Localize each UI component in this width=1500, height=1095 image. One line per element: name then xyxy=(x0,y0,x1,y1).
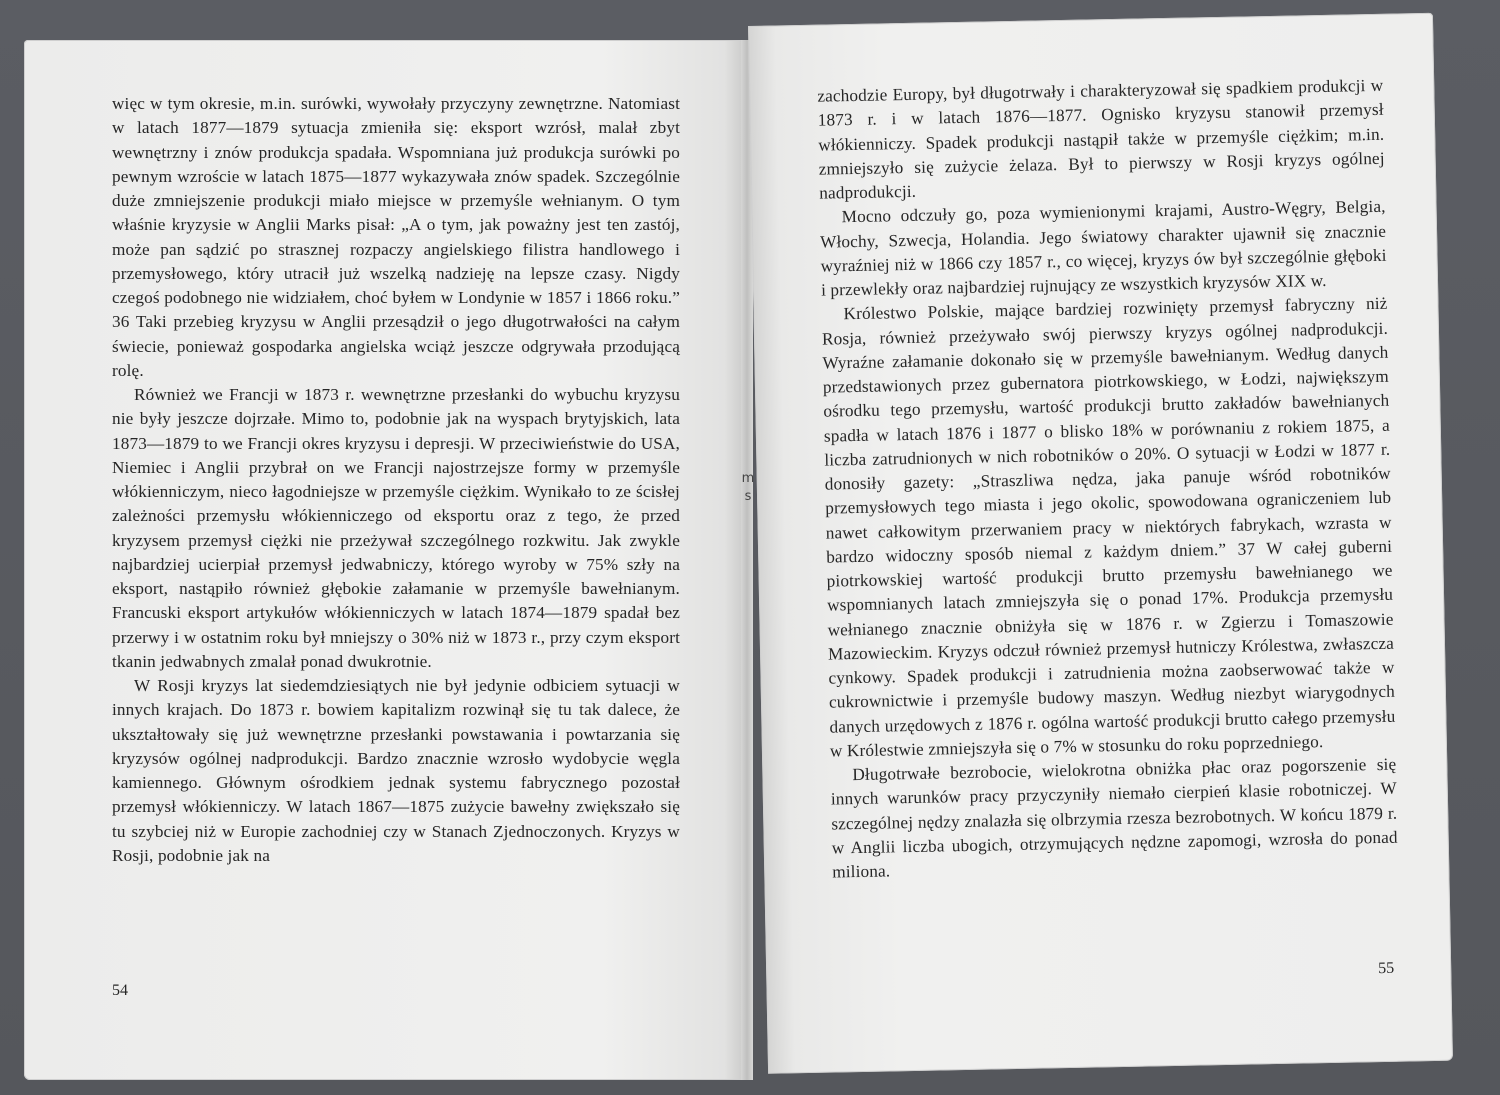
paragraph: zachodzie Europy, był długotrwały i charakteryzował się spadkiem produkcji w 1873 r. i w latach 1876—1877. Ognisko kryzysu stanowił przemysł włókienniczy. Spadek produkcji nastąpił także w przemyśle ciężkim; m.in. zmniejszyło się zużycie żelaza. Był to pierwszy w Rosji kryzys ogólnej nadprodukcji. xyxy=(817,75,1385,203)
left-page-text xyxy=(112,92,680,868)
paragraph: więc w tym okresie, m.in. surówki, wywołały przyczyny zewnętrzne. Natomiast w latach 1877—1879 sytuacja zmieniła się: eksport wzrósł, malał zbyt wewnętrzny i znów produkcja spadała. Wspomniana już produkcja surówki po pewnym wzroście w latach 1875—1877 wykazywała znów spadek. Szczególnie duże zmniejszenie produkcji miało miejsce w przemyśle wełnianym. O tym właśnie kryzysie w Anglii Marks pisał: „A o tym, jak poważny jest ten zastój, może pan sądzić po strasznej rozpaczy angielskiego filistra handlowego i przemysłowego, który utracił już wszelką nadzieję na lepsze czasy. Nigdy czegoś podobnego nie widziałem, choć byłem w Londynie w 1857 i 1866 roku.” 36 Taki przebieg kryzysu w Anglii przesądził o jego długotrwałości na całym świecie, ponieważ gospodarka angielska wciąż jeszcze odgrywała przodującą rolę. xyxy=(112,94,680,380)
paragraph: Długotrwałe bezrobocie, wielokrotna obniżka płac oraz pogorszenie się innych warunków pracy przyczyniły niemało cierpień klasie robotniczej. W szczególnej nędzy znalazła się olbrzymia rzesza bezrobotnych. W końcu 1879 r. w Anglii liczba ubogich, otrzymujących nędzne zapomogi, wzrosła do ponad miliona. xyxy=(830,754,1398,882)
paragraph: Mocno odczuły go, poza wymienionymi krajami, Austro-Węgry, Belgia, Włochy, Szwecja, Holandia. Jego światowy charakter ujawnił się znacznie wyraźniej niż w 1866 czy 1857 r., co więcej, kryzys ów był szczególnie głęboki i przewlekły oraz najbardziej rujnujący ze wszystkich kryzysów XIX w. xyxy=(819,197,1387,300)
left-page xyxy=(24,40,746,1080)
paragraph: W Rosji kryzys lat siedemdziesiątych nie był jedynie odbiciem sytuacji w innych krajach. Do 1873 r. bowiem kapitalizm rozwinął się tu tak dalece, że ukształtowały się już wewnętrzne przesłanki powstawania i powtarzania się kryzysów ogólnej nadprodukcji. Bardzo znacznie wzrosło wydobycie węgla kamiennego. Głównym ośrodkiem jednak systemu fabrycznego pozostał przemysł włókienniczy. W latach 1867—1875 zużycie bawełny zwiększało się tu szybciej niż w Europie zachodniej czy w Stanach Zjednoczonych. Kryzys w Rosji, podobnie jak na xyxy=(112,676,680,865)
paragraph: Również we Francji w 1873 r. wewnętrzne przesłanki do wybuchu kryzysu nie były jeszcze dojrzałe. Mimo to, podobnie jak na wyspach brytyjskich, lata 1873—1879 to we Francji okres kryzysu i depresji. W przeciwieństwie do USA, Niemiec i Anglii przybrał on we Francji najostrzejsze formy w przemyśle włókienniczym, nieco łagodniejsze w przemyśle ciężkim. Wynikało to ze ścisłej zależności przemysłu włókienniczego od eksportu oraz z tego, że przed kryzysem przemysł ciężki nie przeżywał szczególnego rozkwitu. Jak zwykle najbardziej ucierpiał przemysł jedwabniczy, którego wyroby w 75% szły na eksport, nastąpiło również głębokie załamanie w przemyśle bawełnianym. Francuski eksport artykułów włókienniczych w latach 1874—1879 spadał bez przerwy i w ostatnim roku był mniejszy o 30% niż w 1873 r., przy czym eksport tkanin jedwabnych zmalał ponad dwukrotnie. xyxy=(112,385,680,671)
page-number: 55 xyxy=(1378,959,1395,978)
gutter-mark: m s xyxy=(741,471,755,504)
page-number: 54 xyxy=(112,982,128,999)
paragraph: Królestwo Polskie, mające bardziej rozwinięty przemysł fabryczny niż Rosja, również przeżywało swój pierwszy kryzys ogólnej nadprodukcji. Wyraźne załamanie dokonało się w przemyśle bawełnianym. Według danych przedstawionych przez gubernatora piotrkowskiego, w Łodzi, największym ośrodku tego przemysłu, wartość produkcji brutto zakładów bawełnianych spadła w latach 1876 i 1877 o blisko 18% w porównaniu z rokiem 1875, a liczba zatrudnionych w nich robotników o 20%. O sytuacji w Łodzi w 1877 r. donosiły gazety: „Straszliwa nędza, jaka panuje wśród robotników przemysłowych tego miasta i jego okolic, spowodowana ograniczeniem lub nawet całkowitym przerwaniem pracy w niektórych fabrykach, wzrasta w bardzo widoczny sposób niemal z każdym dniem.” 37 W całej guberni piotrkowskiej wartość produkcji brutto przemysłu bawełnianego we wspomnianych latach zmniejszyła się o ponad 17%. Produkcja przemysłu wełnianego znacznie obniżyła się w 1876 r. w Zgierzu i Tomaszowie Mazowieckim. Kryzys odczuł również przemysł hutniczy Królestwa, zwłaszcza cynkowy. Spadek produkcji i zatrudnienia można zaobserwować także w cukrownictwie i przemyśle budowy maszyn. Według niezbyt wiarygodnych danych urzędowych z 1876 r. ogólna wartość produkcji brutto całego przemysłu w Królestwie zmniejszyła się o 7% w stosunku do roku poprzedniego. xyxy=(821,294,1396,761)
right-page-text xyxy=(817,74,1398,885)
right-page xyxy=(748,13,1453,1074)
